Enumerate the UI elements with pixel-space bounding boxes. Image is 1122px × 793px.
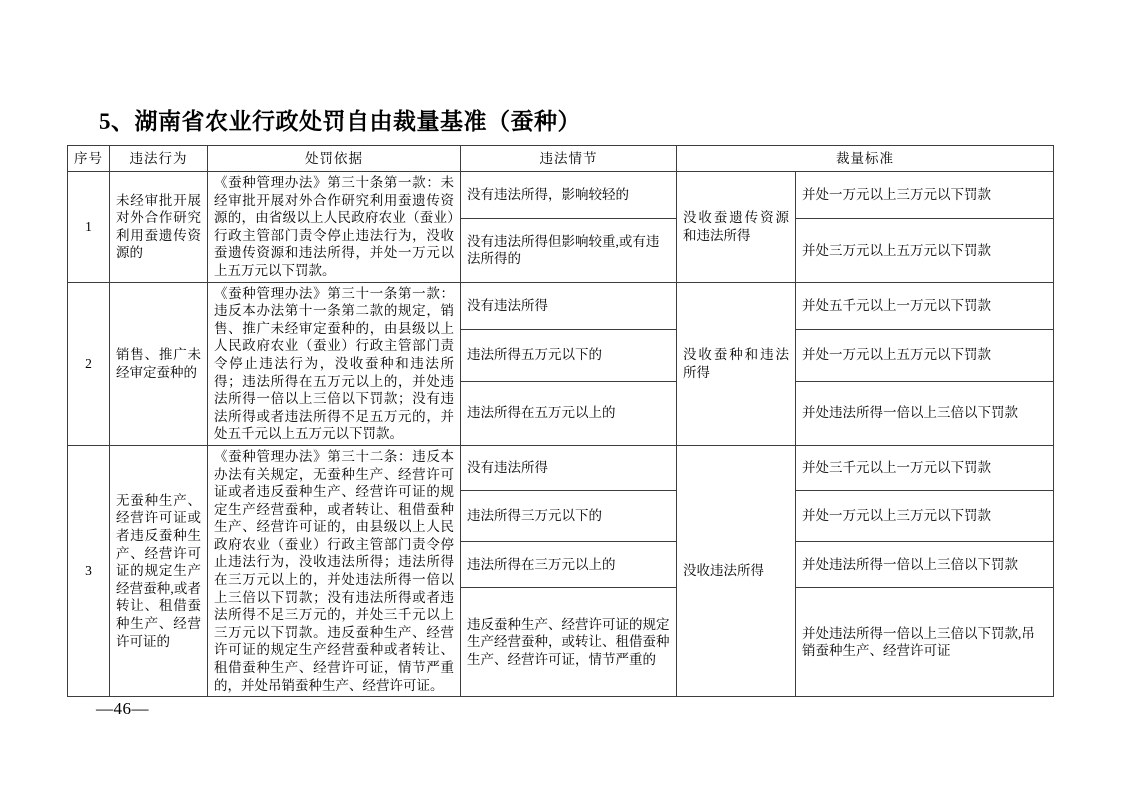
standard-cell: 并处违法所得一倍以上三倍以下罚款 bbox=[796, 381, 1054, 445]
standard-cell: 并处违法所得一倍以上三倍以下罚款,吊销蚕种生产、经营许可证 bbox=[796, 588, 1054, 697]
serial-number-cell: 3 bbox=[68, 445, 110, 696]
common-standard-cell: 没收蚕种和违法所得 bbox=[677, 282, 796, 445]
circumstance-cell: 没有违法所得，影响较轻的 bbox=[461, 172, 677, 219]
standard-cell: 并处一万元以上五万元以下罚款 bbox=[796, 329, 1054, 381]
table-row bbox=[68, 282, 1054, 329]
circumstance-cell: 违法所得五万元以下的 bbox=[461, 329, 677, 381]
basis-cell: 《蚕种管理办法》第三十一条第一款：违反本办法第十一条第二款的规定，销售、推广未经审定蚕种的，由县级以上人民政府农业（蚕业）行政主管部门责令停止违法行为，没收蚕种和违法所得；违法所得在五万元以上的，并处违法所得一倍以上三倍以下罚款；没有违法所得或者违法所得不足五万元的，并处五千元以上五万元以下罚款。 bbox=[208, 282, 461, 445]
table-row bbox=[68, 445, 1054, 490]
common-standard-cell: 没收违法所得 bbox=[677, 445, 796, 696]
standard-cell: 并处一万元以上三万元以下罚款 bbox=[796, 172, 1054, 219]
basis-cell: 《蚕种管理办法》第三十条第一款：未经审批开展对外合作研究利用蚕遗传资源的，由省级以上人民政府农业（蚕业）行政主管部门责令停止违法行为，没收蚕遗传资源和违法所得，并处一万元以上五万元以下罚款。 bbox=[208, 172, 461, 283]
circumstance-cell: 没有违法所得 bbox=[461, 282, 677, 329]
page-number: —46— bbox=[96, 699, 149, 718]
behavior-cell: 未经审批开展对外合作研究利用蚕遗传资源的 bbox=[110, 172, 208, 283]
circumstance-cell: 违反蚕种生产、经营许可证的规定生产经营蚕种，或转让、租借蚕种生产、经营许可证，情节严重的 bbox=[461, 588, 677, 697]
header-discretion-standard: 裁量标准 bbox=[677, 146, 1054, 172]
circumstance-cell: 违法所得在三万元以上的 bbox=[461, 541, 677, 587]
header-serial-number: 序号 bbox=[68, 146, 110, 172]
table-row bbox=[68, 172, 1054, 219]
standard-cell: 并处五千元以上一万元以下罚款 bbox=[796, 282, 1054, 329]
page-title: 5、湖南省农业行政处罚自由裁量基准（蚕种） bbox=[99, 109, 581, 134]
serial-number-cell: 2 bbox=[68, 282, 110, 445]
penalty-standards-table bbox=[67, 145, 1054, 697]
standard-cell: 并处三千元以上一万元以下罚款 bbox=[796, 445, 1054, 490]
standard-cell: 并处违法所得一倍以上三倍以下罚款 bbox=[796, 541, 1054, 587]
basis-cell: 《蚕种管理办法》第三十二条：违反本办法有关规定，无蚕种生产、经营许可证或者违反蚕种生产、经营许可证的规定生产经营蚕种，或者转让、租借蚕种生产、经营许可证的，由县级以上人民政府农业（蚕业）行政主管部门责令停止违法行为，没收违法所得；违法所得在三万元以上的，并处违法所得一倍以上三倍以下罚款；没有违法所得或者违法所得不足三万元的，并处三千元以上三万元以下罚款。违反蚕种生产、经营许可证的规定生产经营蚕种或者转让、租借蚕种生产、经营许可证，情节严重的，并处吊销蚕种生产、经营许可证。 bbox=[208, 445, 461, 696]
circumstance-cell: 违法所得三万元以下的 bbox=[461, 491, 677, 541]
serial-number-cell: 1 bbox=[68, 172, 110, 283]
common-standard-cell: 没收蚕遗传资源和违法所得 bbox=[677, 172, 796, 283]
standard-cell: 并处一万元以上三万元以下罚款 bbox=[796, 491, 1054, 541]
circumstance-cell: 没有违法所得 bbox=[461, 445, 677, 490]
table-header-row bbox=[68, 146, 1054, 172]
standard-cell: 并处三万元以上五万元以下罚款 bbox=[796, 219, 1054, 282]
header-violation-circumstance: 违法情节 bbox=[461, 146, 677, 172]
behavior-cell: 销售、推广未经审定蚕种的 bbox=[110, 282, 208, 445]
circumstance-cell: 违法所得在五万元以上的 bbox=[461, 381, 677, 445]
header-penalty-basis: 处罚依据 bbox=[208, 146, 461, 172]
header-illegal-behavior: 违法行为 bbox=[110, 146, 208, 172]
circumstance-cell: 没有违法所得但影响较重,或有违法所得的 bbox=[461, 219, 677, 282]
behavior-cell: 无蚕种生产、经营许可证或者违反蚕种生产、经营许可证的规定生产经营蚕种,或者转让、租借蚕种生产、经营许可证的 bbox=[110, 445, 208, 696]
